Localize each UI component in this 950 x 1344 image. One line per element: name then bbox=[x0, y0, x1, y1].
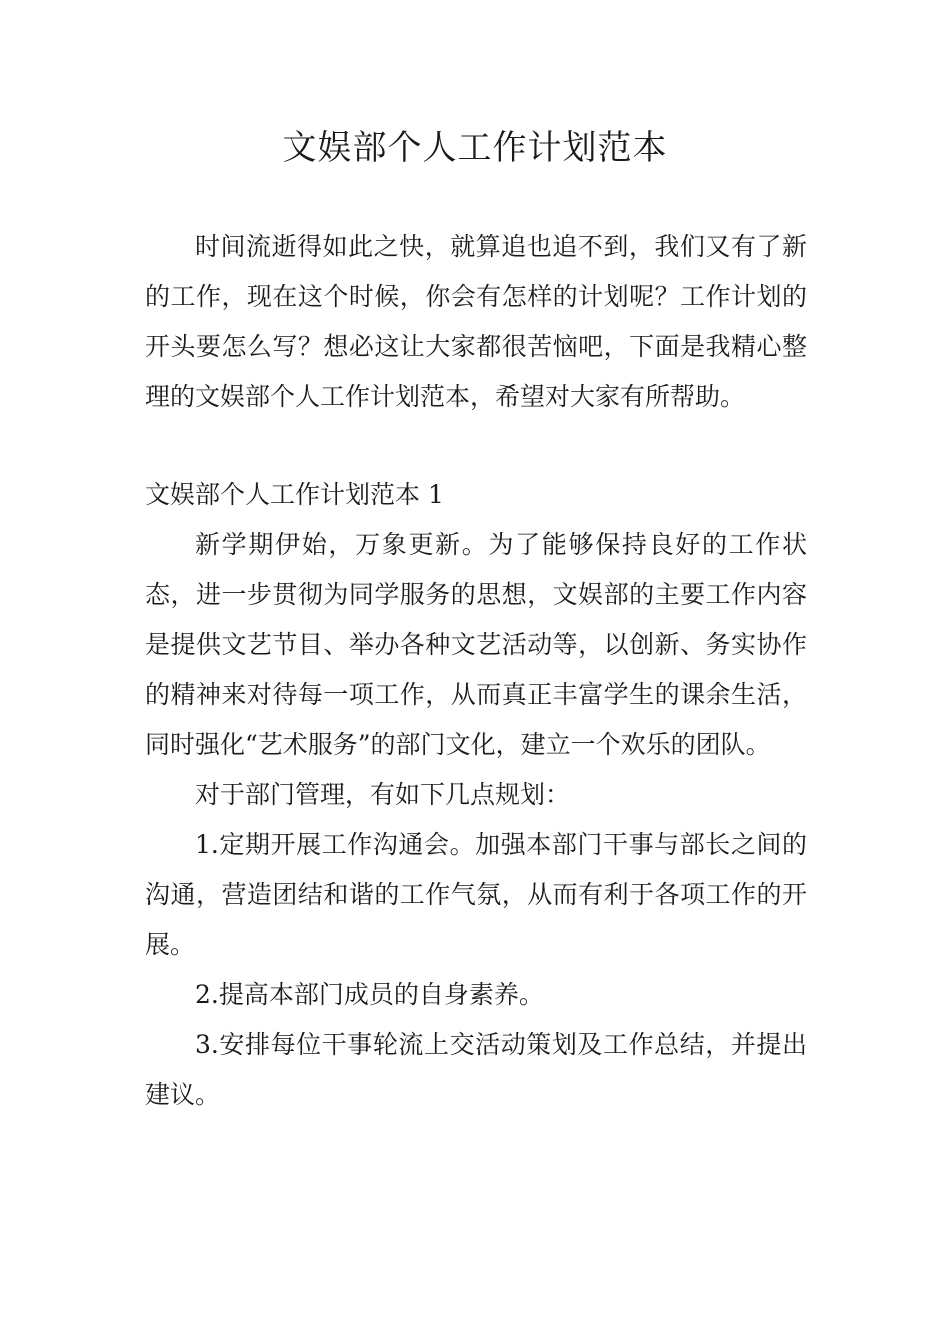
body-paragraph: 对于部门管理，有如下几点规划： bbox=[195, 780, 571, 809]
section-heading: 文娱部个人工作计划范本 1 bbox=[145, 480, 444, 509]
intro-paragraph: 时间流逝得如此之快，就算追也追不到，我们又有了新的工作，现在这个时候，你会有怎样的计划呢？工作计划的开头要怎么写？想必这让大家都很苦恼吧，下面是我精心整理的文娱部个人工作计划范本，希望对大家有所帮助。 bbox=[145, 232, 807, 411]
list-item: 2.提高本部门成员的自身素养。 bbox=[195, 980, 544, 1009]
document-title: 文娱部个人工作计划范本 bbox=[282, 128, 668, 168]
body-paragraph: 新学期伊始，万象更新。为了能够保持良好的工作状态，进一步贯彻为同学服务的思想，文娱部的主要工作内容是提供文艺节目、举办各种文艺活动等，以创新、务实协作的精神来对待每一项工作，从而真正丰富学生的课余生活，同时强化“艺术服务”的部门文化，建立一个欢乐的团队。 bbox=[145, 530, 807, 759]
paragraph-gap bbox=[145, 422, 807, 470]
list-item: 1.定期开展工作沟通会。加强本部门干事与部长之间的沟通，营造团结和谐的工作气氛，从而有利于各项工作的开展。 bbox=[145, 830, 807, 959]
list-item: 3.安排每位干事轮流上交活动策划及工作总结，并提出建议。 bbox=[145, 1030, 807, 1109]
document-body bbox=[145, 222, 807, 1120]
